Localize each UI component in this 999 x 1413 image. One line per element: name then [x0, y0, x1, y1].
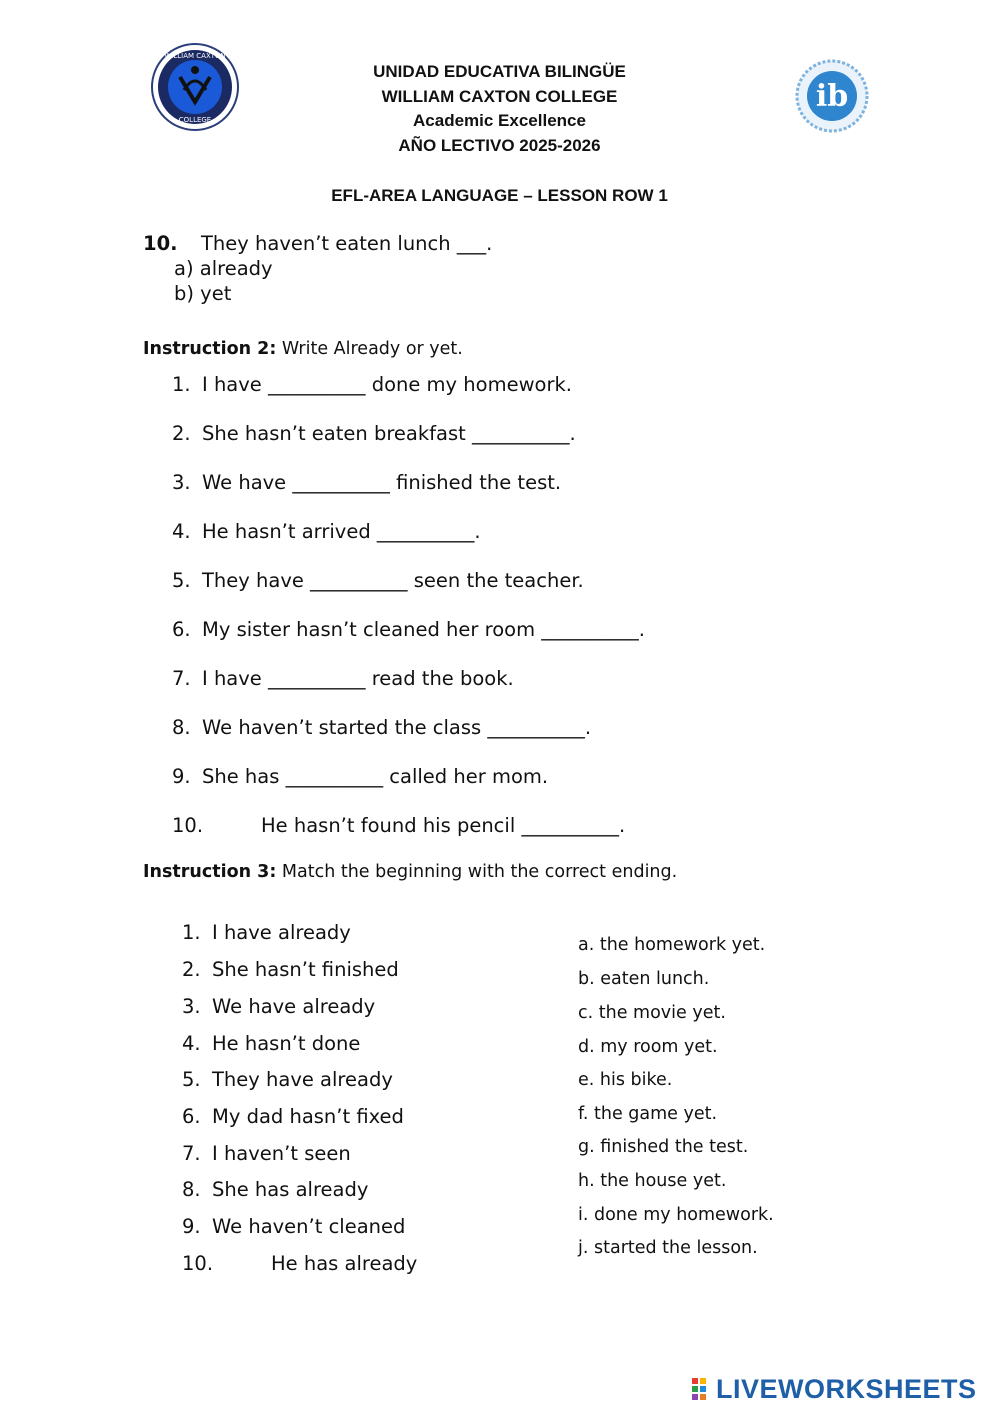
list-item: 1. I have __________ done my homework.: [172, 373, 572, 396]
match-ending[interactable]: c. the movie yet.: [578, 1003, 726, 1023]
list-item: 3. We have __________ finished the test.: [172, 471, 562, 494]
match-beginning[interactable]: 6. My dad hasn’t fixed: [182, 1105, 404, 1128]
match-ending[interactable]: d. my room yet.: [578, 1037, 718, 1057]
list-item: 10. He hasn’t found his pencil __________.: [172, 814, 626, 837]
option-b[interactable]: b) yet: [174, 282, 232, 305]
question-number: 10.: [143, 232, 178, 255]
match-beginning[interactable]: 9. We haven’t cleaned: [182, 1215, 406, 1238]
ib-logo-text: ib: [815, 79, 849, 114]
match-beginning[interactable]: 8. She has already: [182, 1178, 369, 1201]
instruction-label: Instruction 2:: [143, 339, 277, 359]
school-name: WILLIAM CAXTON COLLEGE: [381, 87, 618, 106]
match-beginning[interactable]: 7. I haven’t seen: [182, 1142, 351, 1165]
liveworksheets-icon: [692, 1378, 714, 1402]
school-type: UNIDAD EDUCATIVA BILINGÜE: [373, 62, 626, 81]
list-item: 7. I have __________ read the book.: [172, 667, 514, 690]
option-a[interactable]: a) already: [174, 257, 273, 280]
match-beginning[interactable]: 4. He hasn’t done: [182, 1032, 361, 1055]
match-ending[interactable]: f. the game yet.: [578, 1104, 718, 1124]
instruction-text: Write Already or yet.: [276, 339, 463, 359]
instruction-2: [143, 339, 463, 359]
instruction-3: [143, 862, 677, 882]
match-ending[interactable]: e. his bike.: [578, 1070, 673, 1090]
match-ending[interactable]: h. the house yet.: [578, 1171, 727, 1191]
school-motto: Academic Excellence: [413, 111, 586, 130]
question-text: They haven’t eaten lunch ___.: [201, 232, 493, 255]
svg-text:WILLIAM CAXTON: WILLIAM CAXTON: [164, 52, 226, 60]
list-item: 2. She hasn’t eaten breakfast __________.: [172, 422, 576, 445]
match-beginning[interactable]: 5. They have already: [182, 1068, 393, 1091]
list-item: 5. They have __________ seen the teacher.: [172, 569, 584, 592]
question-10: [143, 232, 492, 255]
list-item: 4. He hasn’t arrived __________.: [172, 520, 481, 543]
match-ending[interactable]: j. started the lesson.: [578, 1238, 758, 1258]
instruction-text: Match the beginning with the correct ending.: [276, 862, 678, 882]
match-ending[interactable]: i. done my homework.: [578, 1205, 774, 1225]
list-item: 6. My sister hasn’t cleaned her room __________.: [172, 618, 645, 641]
page-title: EFL-AREA LANGUAGE – LESSON ROW 1: [331, 186, 668, 205]
list-item: 9. She has __________ called her mom.: [172, 765, 549, 788]
liveworksheets-logo[interactable]: [692, 1374, 977, 1405]
match-beginning[interactable]: 1. I have already: [182, 921, 351, 944]
match-beginning[interactable]: 10. He has already: [182, 1252, 418, 1275]
match-beginning[interactable]: 3. We have already: [182, 995, 376, 1018]
list-item: 8. We haven’t started the class __________.: [172, 716, 592, 739]
match-ending[interactable]: a. the homework yet.: [578, 935, 766, 955]
instruction-label: Instruction 3:: [143, 862, 277, 882]
match-ending[interactable]: b. eaten lunch.: [578, 969, 710, 989]
school-year: AÑO LECTIVO 2025-2026: [398, 136, 601, 155]
match-ending[interactable]: g. finished the test.: [578, 1137, 749, 1157]
liveworksheets-wordmark: LIVEWORKSHEETS: [716, 1374, 977, 1404]
match-beginning[interactable]: 2. She hasn’t finished: [182, 958, 399, 981]
svg-text:COLLEGE: COLLEGE: [178, 116, 212, 124]
